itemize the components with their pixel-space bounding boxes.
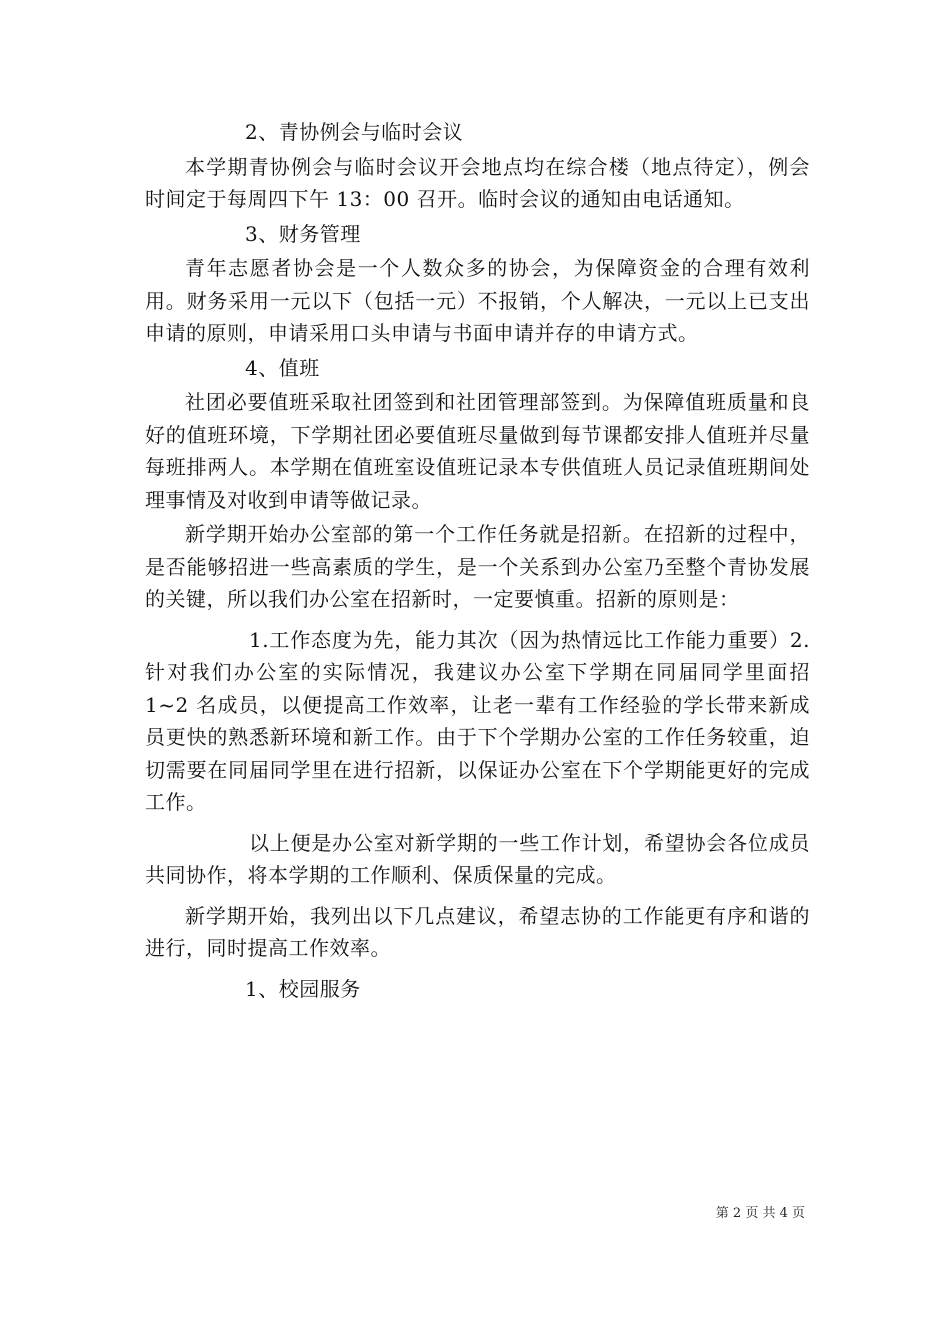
para-finance: 青年志愿者协会是一个人数众多的协会，为保障资金的合理有效利用。财务采用一元以下（包括一元）不报销，个人解决，一元以上已支出申请的原则，申请采用口头申请与书面申请并存的申请方式。 — [145, 256, 810, 345]
heading-finance: 3、财务管理 — [245, 221, 361, 246]
para-duty: 社团必要值班采取社团签到和社团管理部签到。为保障值班质量和良好的值班环境，下学期社团必要值班尽量做到每节课都安排人值班并尽量每班排两人。本学期在值班室设值班记录本专供值班人员记录值班期间处理事情及对收到申请等做记录。 — [145, 390, 810, 512]
para-meetings: 本学期青协例会与临时会议开会地点均在综合楼（地点待定），例会时间定于每周四下午 13：00 召开。临时会议的通知由电话通知。 — [145, 154, 810, 211]
para-suggestions: 新学期开始，我列出以下几点建议，希望志协的工作能更有序和谐的进行，同时提高工作效率。 — [145, 903, 810, 960]
para-recruitment: 新学期开始办公室部的第一个工作任务就是招新。在招新的过程中，是否能够招进一些高素质的学生，是一个关系到办公室乃至整个青协发展的关键，所以我们办公室在招新时，一定要慎重。招新的原则是： — [145, 522, 810, 611]
para-recruitment-principles: 1.工作态度为先，能力其次（因为热情远比工作能力重要）2.针对我们办公室的实际情况，我建议办公室下学期在同届同学里面招 1~2 名成员，以便提高工作效率，让老一辈有工作经验的学长带来新成员更快的熟悉新环境和新工作。由于下个学期办公室的工作任务较重，迫切需要在同届同学里在进行招新，以保证办公室在下个学期能更好的完成工作。 — [145, 627, 810, 814]
para-summary: 以上便是办公室对新学期的一些工作计划，希望协会各位成员共同协作，将本学期的工作顺利、保质保量的完成。 — [145, 830, 810, 887]
heading-regular-meetings: 2、青协例会与临时会议 — [245, 120, 464, 144]
heading-duty: 4、值班 — [245, 355, 320, 380]
heading-campus-service: 1、校园服务 — [245, 976, 361, 1001]
page-indicator: 第 2 页 共 4 页 — [715, 1206, 805, 1221]
document-body — [145, 116, 810, 1007]
